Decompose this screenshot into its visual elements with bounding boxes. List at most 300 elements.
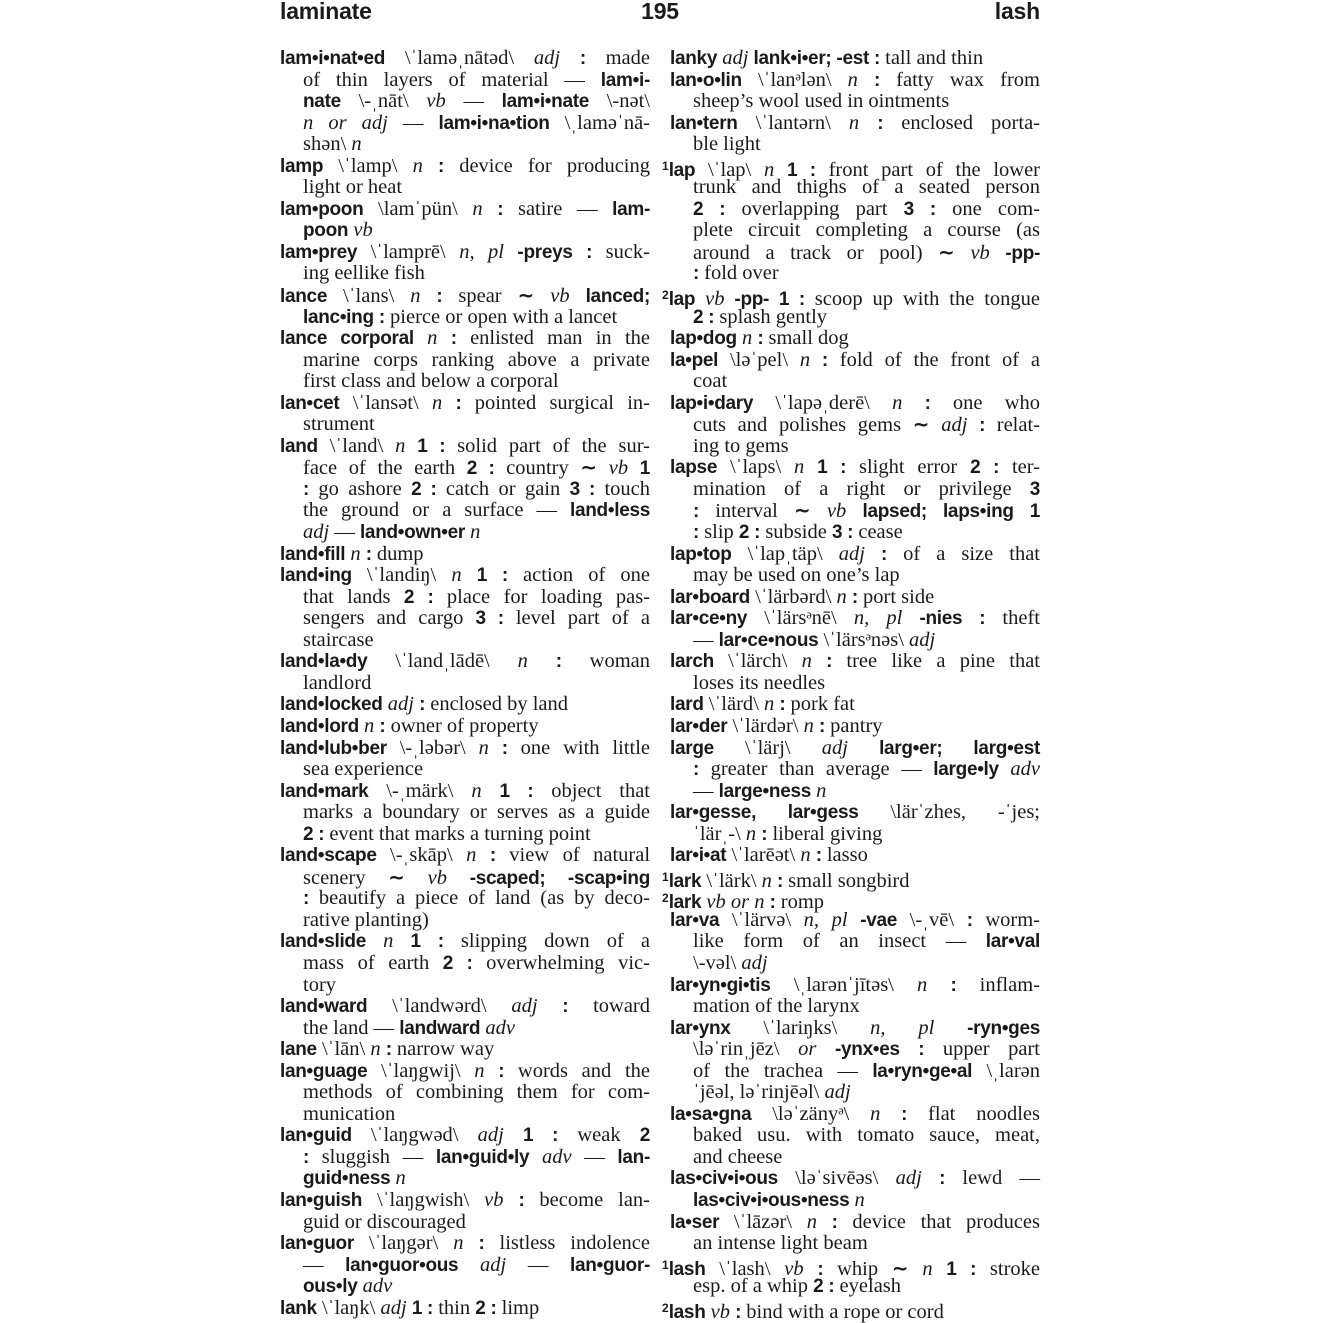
dictionary-entry [670, 544, 1040, 587]
part-of-speech-italic: n [364, 714, 375, 737]
dictionary-entry [670, 328, 1040, 350]
definition-text [811, 500, 827, 522]
part-of-speech-italic: n [816, 779, 827, 802]
entry-first-line [662, 156, 1040, 181]
definition-text [570, 285, 586, 307]
swung-dash-icon: ∼ [912, 412, 930, 437]
headword-bold-text: 1 : [476, 565, 508, 587]
definition-text: overwhelming vic- [472, 951, 650, 974]
headword-bold-text: 2 : [303, 823, 325, 845]
definition-text: slipping down of a [443, 930, 651, 953]
definition-text [366, 930, 383, 952]
headword-bold-text: lar•va [670, 909, 720, 931]
definition-text: narrow way [391, 1038, 495, 1061]
definition-text [628, 457, 640, 479]
definition-text: \ˈlaŋk\ [316, 1296, 381, 1319]
part-of-speech-italic: n [848, 111, 860, 134]
definition-text: marine corps ranking above a private [303, 348, 650, 371]
dictionary-entry [280, 1298, 650, 1320]
headword-bold-text: : [498, 1060, 505, 1082]
definition-text [447, 867, 470, 889]
entry-continuation-line [670, 199, 1040, 221]
part-of-speech-italic: adj [909, 628, 936, 651]
entry-continuation-line [670, 134, 1040, 156]
headword-bold-text: -ynx•es : [834, 1039, 925, 1061]
part-of-speech-italic: vb [550, 285, 570, 308]
definition-text: plete circuit completing a course (as [693, 219, 1040, 242]
definition-text [812, 650, 826, 672]
entry-first-line [280, 436, 650, 458]
entry-continuation-line [670, 220, 1040, 242]
part-of-speech-italic: adv [485, 1016, 515, 1039]
entry-continuation-line [280, 457, 650, 479]
headword-bold-text: lap•i•dary [670, 392, 754, 414]
headword-bold-text: -pp- 1 : [734, 289, 805, 311]
headword-bold-text: : [826, 651, 833, 673]
headword-bold-text: 2 : [813, 1276, 835, 1298]
part-of-speech-italic: adj [821, 736, 848, 759]
definition-text: first class and below a corporal [303, 370, 559, 393]
headword-bold-text: : [817, 1258, 824, 1280]
definition-text: whip [823, 1257, 892, 1280]
definition-text: \ˈlärsᵊnəs\ [818, 628, 910, 651]
headword-bold-text: 2 : [693, 198, 726, 220]
entry-first-line [280, 565, 650, 587]
part-of-speech-italic: adj [895, 1167, 922, 1190]
entry-continuation-line [280, 307, 650, 329]
dictionary-entry [670, 70, 1040, 113]
definition-text [927, 974, 950, 996]
entry-first-line [670, 910, 1040, 932]
definition-text [858, 69, 874, 91]
headword-bold-text: 2 [639, 1125, 650, 1147]
part-of-speech-italic: n [517, 650, 528, 673]
definition-text: catch or gain [436, 477, 570, 500]
definition-text: suck- [592, 240, 650, 263]
headword-bold-text: lark [668, 870, 702, 892]
dictionary-entry [670, 716, 1040, 738]
definition-text [934, 1017, 967, 1039]
entry-first-line [280, 1039, 650, 1061]
headword-bold-text: lard [670, 694, 704, 716]
part-of-speech-italic: n [453, 1232, 464, 1255]
headword-bold-text: -ryn•ges [967, 1017, 1041, 1039]
definition-text: the ground or a surface — [303, 499, 570, 522]
entry-continuation-line [280, 864, 651, 889]
definition-text [804, 456, 817, 478]
entry-continuation-line [670, 177, 1040, 199]
definition-text: \ˈlaŋgwəd\ [351, 1124, 478, 1147]
homograph-number: 2 [662, 891, 669, 906]
definition-text: \ˈlandˌlādē\ [367, 650, 518, 673]
headword-bold-text: la•ryn•ge•al [872, 1060, 973, 1082]
definition-text [848, 737, 879, 759]
headword-bold-text: 3 : [475, 608, 504, 630]
definition-text: tree like a pine that [832, 650, 1040, 673]
definition-text: \ˈlamp\ [323, 154, 413, 177]
definition-text: \ˈlaŋgwish\ [362, 1188, 485, 1211]
definition-text: fold over [699, 262, 779, 285]
swung-dash-icon: ∼ [794, 498, 811, 523]
definition-text: limp [496, 1296, 540, 1319]
part-of-speech-italic: n [764, 693, 775, 716]
entry-continuation-line [670, 436, 1040, 458]
entry-continuation-line [280, 1018, 650, 1040]
definition-text: sluggish — [309, 1145, 436, 1168]
part-of-speech-italic: vb [826, 500, 847, 523]
definition-text [573, 241, 586, 263]
headword-bold-text: land•lord [280, 715, 359, 737]
definition-text [405, 435, 417, 457]
part-of-speech-italic: adj [511, 995, 538, 1018]
part-of-speech-italic: n [351, 133, 362, 156]
headword-bold-text: : [518, 1189, 525, 1211]
entry-continuation-line [670, 239, 1041, 264]
part-of-speech-italic: n or adj [303, 111, 388, 134]
headword-bold-text: lan•o•lin [670, 69, 742, 91]
definition-text: small dog [763, 327, 849, 350]
definition-text: subside [760, 521, 832, 544]
entry-continuation-line [280, 1104, 650, 1126]
definition-text: scenery [303, 866, 389, 889]
entry-continuation-line [280, 177, 650, 199]
part-of-speech-italic: n [472, 197, 483, 220]
entry-continuation-line [670, 1233, 1040, 1255]
headword-bold-text: lapsed; laps•ing 1 [862, 501, 1041, 523]
definition-text: theft [985, 607, 1040, 630]
headword-bold-text: 2 : [475, 1297, 497, 1319]
headword-bold-text: lan•guid [280, 1125, 352, 1147]
definition-text: \lamˈpün\ [363, 197, 473, 220]
definition-text: ˈlärˌ-\ [693, 822, 746, 845]
headword-bold-text: 1 : [817, 457, 847, 479]
entry-continuation-line [280, 587, 650, 609]
headword-bold-text: : [815, 845, 822, 867]
entry-continuation-line [280, 1082, 650, 1104]
headword-bold-text: : [693, 263, 700, 285]
definition-text: \ˈlärsᵊnē\ [747, 607, 854, 630]
definition-text: one with little [507, 736, 650, 759]
definition-text: sheep’s wool used in ointments [693, 90, 950, 113]
part-of-speech-italic: vb [426, 90, 446, 113]
dictionary-entry [280, 48, 650, 156]
definition-text: enlisted man in the [456, 327, 651, 350]
headword-bold-text: larg•er; larg•est [879, 737, 1040, 759]
entry-continuation-line [670, 1125, 1040, 1147]
part-of-speech-italic: vb [608, 457, 629, 480]
part-of-speech-italic: n [794, 456, 805, 479]
dictionary-entry [280, 845, 650, 931]
entry-continuation-line [280, 70, 650, 92]
dictionary-entry [670, 587, 1040, 609]
entry-continuation-line [670, 824, 1040, 846]
part-of-speech-italic: n [478, 736, 489, 759]
headword-bold-text: nate [303, 91, 341, 113]
dictionary-entry [662, 867, 1040, 892]
entry-continuation-line [280, 1276, 650, 1298]
headword-bold-text: land•scape [280, 845, 377, 867]
headword-bold-text: 1 : [786, 159, 816, 181]
definition-text [463, 1232, 478, 1254]
definition-text [922, 1167, 939, 1189]
headword-bold-text: : [365, 543, 372, 565]
headword-bold-text: lank [280, 1297, 317, 1319]
headword-bold-text: -scaped; -scap•ing [469, 867, 651, 889]
entry-first-line [280, 1233, 650, 1255]
swung-dash-icon: ∼ [891, 1255, 909, 1280]
headword-bold-text: : [901, 1103, 908, 1125]
entry-continuation-line [670, 414, 1040, 436]
part-of-speech-italic: adj [477, 1124, 504, 1147]
definition-text [538, 995, 563, 1017]
headword-bold-text: 1 : [417, 435, 446, 457]
definition-text: romp [775, 891, 825, 914]
definition-text [990, 242, 1006, 264]
headword-bold-text: : [831, 1211, 838, 1233]
headword-bold-text: la•ser [670, 1211, 720, 1233]
entry-continuation-line [280, 113, 650, 135]
headword-bold-text: lanced; [585, 286, 650, 308]
right-guide-word: lash [994, 0, 1040, 24]
definition-text: pointed surgical in- [461, 391, 650, 414]
definition-text: \ləˈrinˌjēz\ [693, 1038, 799, 1061]
definition-text: device for producing [444, 154, 650, 177]
headword-bold-text: lapse [670, 457, 718, 479]
dictionary-entry [280, 1125, 650, 1190]
part-of-speech-italic: adv [362, 1275, 393, 1298]
headword-bold-text: land•less [570, 500, 650, 522]
definition-text: \ˈlaŋgər\ [353, 1232, 454, 1255]
part-of-speech-italic: n [745, 822, 757, 845]
definition-text: inflam- [956, 973, 1041, 996]
entry-first-line [662, 1298, 1040, 1323]
definition-text [560, 47, 580, 69]
definition-text: small songbird [783, 869, 910, 892]
definition-text: front part of the lower [815, 158, 1040, 181]
entry-first-line [280, 716, 650, 738]
homograph-number: 2 [662, 1300, 669, 1315]
definition-text: toward [568, 995, 650, 1018]
definition-text: worm- [972, 908, 1040, 931]
entry-first-line [280, 845, 650, 867]
dictionary-entry [670, 1018, 1040, 1104]
definition-text [489, 737, 502, 759]
definition-text: \ˈlärch\ [713, 650, 802, 673]
definition-text: slip [699, 521, 739, 544]
definition-text [423, 155, 438, 177]
definition-text: coat [693, 370, 728, 393]
definition-text [482, 780, 500, 802]
definition-text: light or heat [303, 176, 403, 199]
definition-text: \ˈlamprē\ [357, 240, 460, 263]
definition-text: strument [303, 413, 375, 436]
definition-text: staircase [303, 628, 374, 651]
definition-text: country [494, 457, 581, 480]
headword-bold-text: 1 [639, 458, 651, 480]
entry-continuation-line [670, 1039, 1040, 1061]
part-of-speech-italic: adj [824, 1081, 851, 1104]
dictionary-entry [662, 1255, 1041, 1298]
entry-first-line [670, 802, 1040, 824]
entry-continuation-line [670, 500, 1040, 522]
entry-continuation-line [280, 371, 650, 393]
dictionary-entry [662, 1298, 1040, 1323]
dictionary-entry [670, 802, 1040, 845]
definition-text: words and the [504, 1059, 650, 1082]
part-of-speech-italic: n [471, 779, 482, 802]
part-of-speech-italic: adj [741, 951, 768, 974]
headword-bold-text: land•mark [280, 780, 369, 802]
entry-first-line [670, 544, 1040, 566]
definition-text: \-ˌləbər\ [386, 736, 479, 759]
entry-first-line [280, 1298, 650, 1320]
entry-first-line [670, 1168, 1040, 1190]
headword-bold-text: lar•ynx [670, 1017, 731, 1039]
headword-bold-text: : [821, 349, 828, 371]
entry-continuation-line [280, 608, 650, 630]
right-column [662, 47, 1041, 1323]
dictionary-entry [662, 285, 1040, 328]
headword-bold-text: lance [280, 286, 328, 308]
definition-text: \ˈlantərn\ [737, 111, 849, 134]
definition-text: owner of property [385, 714, 539, 737]
definition-text: — [445, 90, 502, 113]
headword-bold-text: large•ly [933, 759, 999, 781]
swung-dash-icon: ∼ [938, 239, 955, 264]
definition-text: mass of earth [303, 951, 443, 974]
definition-text: guid or discouraged [303, 1210, 466, 1233]
dictionary-entry [280, 199, 650, 242]
part-of-speech-italic: adj [838, 542, 865, 565]
part-of-speech-italic: n [800, 844, 811, 867]
part-of-speech-italic: n [741, 327, 753, 350]
entry-first-line [280, 1061, 650, 1083]
definition-text: \-ˌmärk\ [368, 779, 472, 802]
headword-bold-text: : [378, 306, 385, 328]
definition-text: \ˈlärj\ [713, 736, 822, 759]
definition-text: tory [303, 973, 337, 996]
part-of-speech-italic: vb [784, 1257, 804, 1280]
headword-bold-text: 1 : [946, 1258, 977, 1280]
entry-continuation-line [280, 91, 650, 113]
definition-text: fatty wax from [880, 68, 1040, 91]
dictionary-entry [280, 716, 650, 738]
headword-bold-text: lar•val [985, 931, 1040, 953]
definition-text [462, 564, 477, 586]
entry-first-line [670, 113, 1040, 135]
entry-first-line [280, 544, 650, 566]
definition-text: thin [433, 1296, 476, 1319]
definition-text: \ˌlaməˈnā- [549, 111, 650, 134]
definition-text [933, 1258, 947, 1280]
definition-text: marks a boundary or serves as a guide [303, 801, 650, 824]
definition-text: view of natural [495, 844, 651, 867]
definition-text: object that [533, 779, 650, 802]
headword-bold-text: la•sa•gna [670, 1103, 752, 1125]
headword-bold-text: : [881, 543, 888, 565]
entry-continuation-line [280, 953, 650, 975]
definition-text: \ˈlash\ [705, 1257, 785, 1280]
headword-bold-text: 1 : [410, 931, 444, 953]
definition-text: overlapping part [725, 197, 904, 220]
dictionary-entry [280, 694, 650, 716]
definition-text: lewd — [945, 1167, 1040, 1190]
headword-bold-text: land•slide [280, 931, 367, 953]
definition-text: baked usu. with tomato sauce, meat, [693, 1124, 1040, 1147]
part-of-speech-italic: vb or n [706, 891, 765, 914]
headword-bold-text: : [779, 694, 786, 716]
entry-continuation-line [670, 931, 1040, 953]
definition-text: weak [558, 1124, 640, 1147]
homograph-number: 1 [662, 158, 669, 173]
left-column [280, 48, 650, 1319]
headword-bold-text: lar•der [670, 715, 728, 737]
definition-text: one com- [935, 197, 1041, 220]
definition-text: \-vəl\ [693, 951, 742, 974]
definition-text: pork fat [785, 693, 855, 716]
headword-bold-text: lap•dog [670, 328, 737, 350]
definition-text: esp. of a whip [693, 1275, 814, 1298]
part-of-speech-italic: adj [533, 47, 561, 69]
entry-continuation-line [280, 673, 650, 695]
definition-text: and cheese [693, 1145, 783, 1168]
headword-bold-text: lance corporal [280, 328, 414, 350]
definition-text [810, 349, 822, 371]
entry-continuation-line [280, 824, 650, 846]
part-of-speech-italic: adv [1010, 758, 1040, 781]
entry-first-line [280, 1125, 650, 1147]
headword-bold-text: lan•guor [280, 1233, 354, 1255]
definition-text [816, 1038, 835, 1060]
headword-bold-text: lar•ce•ny [670, 608, 748, 630]
entry-first-line [670, 328, 1040, 350]
definition-text: \ˌlarənˈjītəs\ [770, 973, 918, 996]
headword-bold-text: : [757, 328, 764, 350]
part-of-speech-italic: n, pl [870, 1016, 935, 1039]
entry-first-line [662, 1255, 1041, 1280]
definition-text: flat noodles [907, 1102, 1041, 1125]
headword-bold-text: 2 : [738, 522, 761, 544]
definition-text: trunk and thighs of a seated person [693, 176, 1040, 199]
definition-text: \ˈlapəˌderē\ [753, 391, 893, 414]
definition-text [967, 414, 979, 436]
part-of-speech-italic: n [836, 585, 847, 608]
definition-text: \ˈlap\ [695, 158, 764, 181]
headword-bold-text: la•pel [670, 349, 719, 371]
definition-text: \ˈlärd\ [703, 693, 764, 716]
headword-bold-text: lark [668, 892, 702, 914]
definition-text: ble light [693, 133, 761, 156]
headword-bold-text: : [555, 651, 562, 673]
entry-continuation-line [280, 500, 650, 522]
headword-bold-text: lan•guid•ly [435, 1146, 530, 1168]
definition-text [534, 285, 550, 307]
headword-bold-text: : [761, 823, 768, 845]
dictionary-entry [280, 328, 650, 393]
part-of-speech-italic: n [870, 1102, 881, 1125]
dictionary-entry [280, 285, 650, 328]
headword-bold-text: : [436, 286, 443, 308]
entry-first-line [670, 608, 1040, 630]
headword-bold-text: land•ing [280, 565, 352, 587]
definition-text [848, 909, 861, 931]
dictionary-entry [670, 393, 1040, 458]
headword-bold-text: 2 : [466, 458, 495, 480]
definition-text: \ˈlāzər\ [719, 1210, 807, 1233]
headword-bold-text: : [438, 155, 445, 177]
headword-bold-text: : [562, 996, 569, 1018]
headword-bold-text: guid•ness [303, 1168, 391, 1190]
